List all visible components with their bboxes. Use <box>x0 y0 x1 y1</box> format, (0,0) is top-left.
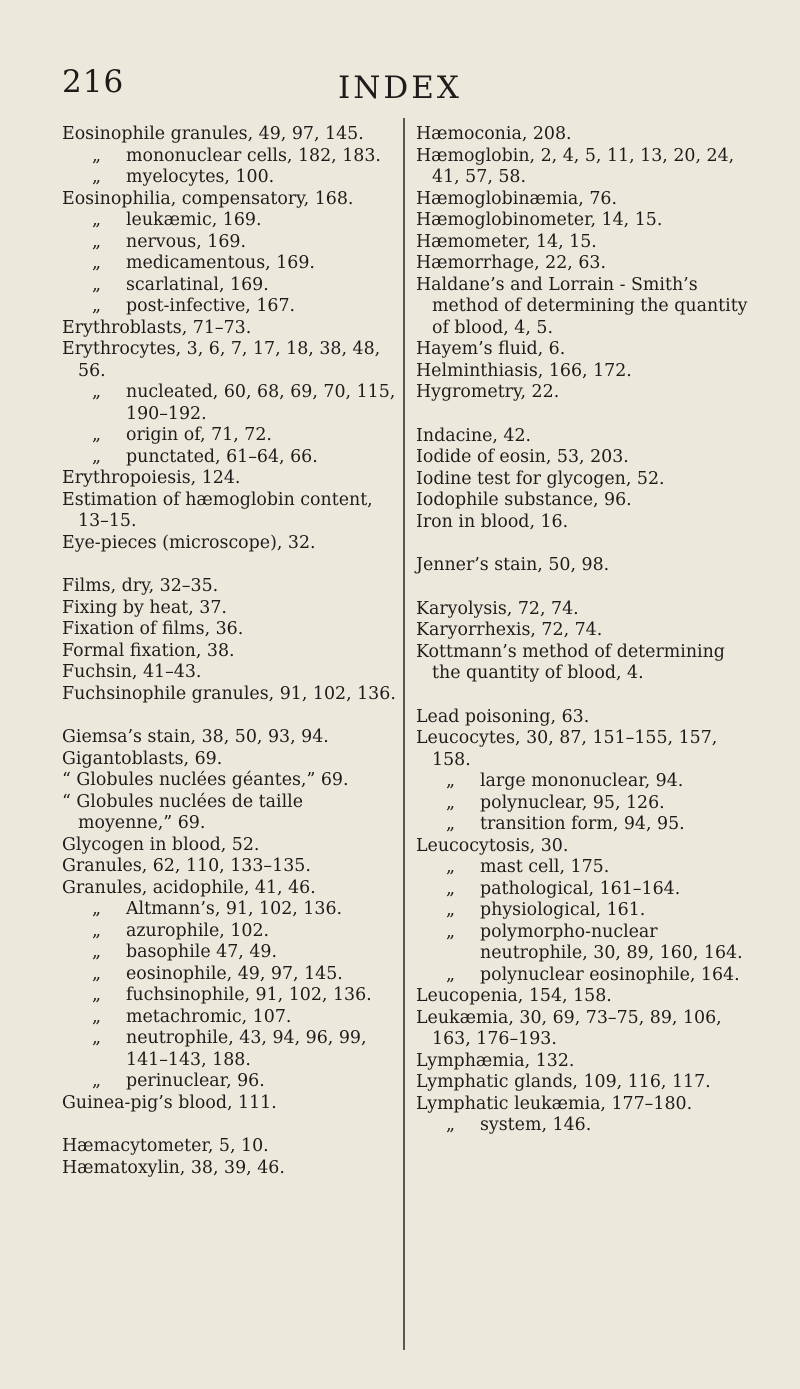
ditto-mark: „ <box>92 167 102 187</box>
index-entry: Jenner’s stain, 50, 98. <box>416 555 610 575</box>
index-entry: Iodide of eosin, 53, 203. <box>416 447 629 467</box>
index-entry: Hæmometer, 14, 15. <box>416 231 597 252</box>
index-entry: Granules, acidophile, 41, 46. <box>62 877 316 898</box>
index-section-gap <box>62 705 398 727</box>
index-subentry <box>62 146 398 168</box>
subentry-text: Altmann’s, 91, 102, 136. <box>126 899 343 919</box>
index-entry: Lymphatic leukæmia, 177–180. <box>416 1093 693 1114</box>
index-subentry <box>416 793 754 815</box>
index-subentry <box>62 942 398 964</box>
index-section-gap <box>416 533 754 555</box>
index-subentry <box>62 921 398 943</box>
ditto-mark: „ <box>446 1115 456 1135</box>
index-entry: Fixing by heat, 37. <box>62 597 227 618</box>
subentry-text: polymorpho-nuclear neutrophile, 30, 89, 160, 164. <box>480 921 743 963</box>
index-subentry <box>62 425 398 447</box>
index-entry: Granules, 62, 110, 133–135. <box>62 856 311 876</box>
subentry-text: pathological, 161–164. <box>480 878 681 899</box>
subentry-text: mononuclear cells, 182, 183. <box>126 145 381 166</box>
ditto-mark: „ <box>446 814 456 834</box>
subentry-text: transition form, 94, 95. <box>480 814 685 834</box>
subentry-text: punctated, 61–64, 66. <box>126 446 318 467</box>
index-entry: Erythrocytes, 3, 6, 7, 17, 18, 38, 48, 56. <box>62 339 381 381</box>
ditto-mark: „ <box>446 771 456 791</box>
subentry-text: azurophile, 102. <box>126 920 270 941</box>
ditto-mark: „ <box>92 382 102 402</box>
ditto-mark: „ <box>92 920 102 941</box>
index-section-gap <box>416 404 754 426</box>
index-entry: Formal fixation, 38. <box>62 640 235 661</box>
ditto-mark: „ <box>92 296 102 316</box>
ditto-mark: „ <box>92 253 102 273</box>
page-header <box>0 64 800 110</box>
index-entry: Glycogen in blood, 52. <box>62 834 260 855</box>
index-entry: Erythroblasts, 71–73. <box>62 317 252 338</box>
subentry-text: neutrophile, 43, 94, 96, 99, 141–143, 188. <box>126 1028 367 1070</box>
index-subentry <box>62 985 398 1007</box>
ditto-mark: „ <box>92 210 102 230</box>
ditto-mark: „ <box>92 899 102 919</box>
ditto-mark: „ <box>92 963 102 984</box>
index-entry: Fuchsinophile granules, 91, 102, 136. <box>62 683 396 704</box>
index-subentry <box>416 1115 754 1137</box>
ditto-mark: „ <box>446 878 456 899</box>
ditto-mark: „ <box>92 1006 102 1027</box>
index-entry: Haldane’s and Lorrain - Smith’s method of determining the quantity of blood, 4, 5. <box>416 274 748 338</box>
right-index-column <box>416 124 754 1137</box>
index-subentry <box>62 232 398 254</box>
ditto-mark: „ <box>446 792 456 813</box>
index-entry: Leucopenia, 154, 158. <box>416 986 612 1006</box>
index-entry: Hæmoconia, 208. <box>416 124 572 144</box>
index-entry: Helminthiasis, 166, 172. <box>416 360 632 381</box>
index-entry: Fuchsin, 41–43. <box>62 662 202 682</box>
index-entry: “ Globules nuclées de taille moyenne,” 69. <box>62 791 304 833</box>
index-entry: Guinea-pig’s blood, 111. <box>62 1092 277 1113</box>
index-subentry <box>62 1007 398 1029</box>
ditto-mark: „ <box>92 1071 102 1091</box>
index-subentry <box>62 382 398 425</box>
subentry-text: polynuclear, 95, 126. <box>480 792 665 813</box>
column-divider <box>403 118 405 1350</box>
index-subentry <box>416 965 754 987</box>
subentry-text: leukæmic, 169. <box>126 210 262 230</box>
index-subentry <box>62 1071 398 1093</box>
subentry-text: myelocytes, 100. <box>126 167 275 187</box>
index-subentry <box>416 922 754 965</box>
subentry-text: nucleated, 60, 68, 69, 70, 115, 190–192. <box>126 382 396 424</box>
index-entry: Hygrometry, 22. <box>416 382 560 402</box>
ditto-mark: „ <box>446 964 456 985</box>
index-entry: Hæmatoxylin, 38, 39, 46. <box>62 1157 285 1178</box>
subentry-text: basophile 47, 49. <box>126 942 278 962</box>
index-entry: Hayem’s fluid, 6. <box>416 339 566 359</box>
index-section-gap <box>416 685 754 707</box>
subentry-text: post-infective, 167. <box>126 296 296 316</box>
index-subentry <box>62 1028 398 1071</box>
index-entry: Hæmorrhage, 22, 63. <box>416 253 606 273</box>
index-subentry <box>416 857 754 879</box>
index-subentry <box>62 296 398 318</box>
index-entry: Gigantoblasts, 69. <box>62 748 223 769</box>
index-entry: Indacine, 42. <box>416 425 532 446</box>
subentry-text: nervous, 169. <box>126 231 247 252</box>
subentry-text: perinuclear, 96. <box>126 1071 265 1091</box>
ditto-mark: „ <box>446 857 456 877</box>
index-entry: Lymphæmia, 132. <box>416 1050 575 1071</box>
index-subentry <box>62 210 398 232</box>
page-number: 216 <box>62 64 125 100</box>
index-entry: Leucocytes, 30, 87, 151–155, 157, 158. <box>416 728 718 770</box>
index-section-gap <box>416 577 754 599</box>
subentry-text: medicamentous, 169. <box>126 253 315 273</box>
index-entry: Karyolysis, 72, 74. <box>416 598 579 619</box>
index-subentry <box>62 899 398 921</box>
index-entry: Hæmoglobinometer, 14, 15. <box>416 210 663 230</box>
ditto-mark: „ <box>92 274 102 295</box>
index-entry: Hæmoglobin, 2, 4, 5, 11, 13, 20, 24, 41, 57, 58. <box>416 145 735 187</box>
index-entry: Iron in blood, 16. <box>416 511 569 532</box>
index-entry: Eosinophile granules, 49, 97, 145. <box>62 124 364 144</box>
index-subentry <box>416 771 754 793</box>
index-entry: Karyorrhexis, 72, 74. <box>416 620 603 640</box>
index-subentry <box>62 447 398 469</box>
subentry-text: system, 146. <box>480 1115 592 1135</box>
index-subentry <box>416 814 754 836</box>
index-entry: “ Globules nuclées géantes,” 69. <box>62 770 349 790</box>
index-entry: Estimation of hæmoglobin content, 13–15. <box>62 489 373 531</box>
index-subentry <box>62 167 398 189</box>
index-section-gap <box>62 554 398 576</box>
page-title: INDEX <box>338 70 462 106</box>
subentry-text: mast cell, 175. <box>480 857 610 877</box>
index-subentry <box>416 879 754 901</box>
index-subentry <box>62 964 398 986</box>
index-entry: Giemsa’s stain, 38, 50, 93, 94. <box>62 727 329 747</box>
ditto-mark: „ <box>92 942 102 962</box>
index-subentry <box>62 275 398 297</box>
subentry-text: origin of, 71, 72. <box>126 425 272 445</box>
index-entry: Erythropoiesis, 124. <box>62 468 241 488</box>
subentry-text: physiological, 161. <box>480 900 646 920</box>
index-entry: Leucocytosis, 30. <box>416 835 569 856</box>
subentry-text: polynuclear eosinophile, 164. <box>480 964 740 985</box>
subentry-text: metachromic, 107. <box>126 1006 292 1027</box>
index-entry: Eosinophilia, compensatory, 168. <box>62 188 354 209</box>
subentry-text: eosinophile, 49, 97, 145. <box>126 963 343 984</box>
index-entry: Hæmoglobinæmia, 76. <box>416 188 618 209</box>
ditto-mark: „ <box>92 446 102 467</box>
ditto-mark: „ <box>446 921 456 942</box>
index-subentry <box>416 900 754 922</box>
index-entry: Films, dry, 32–35. <box>62 576 219 596</box>
ditto-mark: „ <box>92 1028 102 1048</box>
index-subentry <box>62 253 398 275</box>
index-entry: Iodine test for glycogen, 52. <box>416 468 665 489</box>
ditto-mark: „ <box>446 900 456 920</box>
ditto-mark: „ <box>92 425 102 445</box>
ditto-mark: „ <box>92 231 102 252</box>
subentry-text: scarlatinal, 169. <box>126 274 269 295</box>
left-index-column <box>62 124 398 1179</box>
index-entry: Fixation of films, 36. <box>62 619 244 639</box>
ditto-mark: „ <box>92 145 102 166</box>
subentry-text: large mononuclear, 94. <box>480 771 684 791</box>
index-entry: Iodophile substance, 96. <box>416 490 632 510</box>
index-entry: Leukæmia, 30, 69, 73–75, 89, 106, 163, 176–193. <box>416 1007 722 1049</box>
index-entry: Lead poisoning, 63. <box>416 706 590 727</box>
subentry-text: fuchsinophile, 91, 102, 136. <box>126 985 372 1005</box>
index-section-gap <box>62 1114 398 1136</box>
index-entry: Kottmann’s method of determining the quantity of blood, 4. <box>416 641 725 683</box>
index-entry: Hæmacytometer, 5, 10. <box>62 1136 269 1156</box>
index-entry: Eye-pieces (microscope), 32. <box>62 532 316 553</box>
index-entry: Lymphatic glands, 109, 116, 117. <box>416 1072 711 1092</box>
ditto-mark: „ <box>92 985 102 1005</box>
